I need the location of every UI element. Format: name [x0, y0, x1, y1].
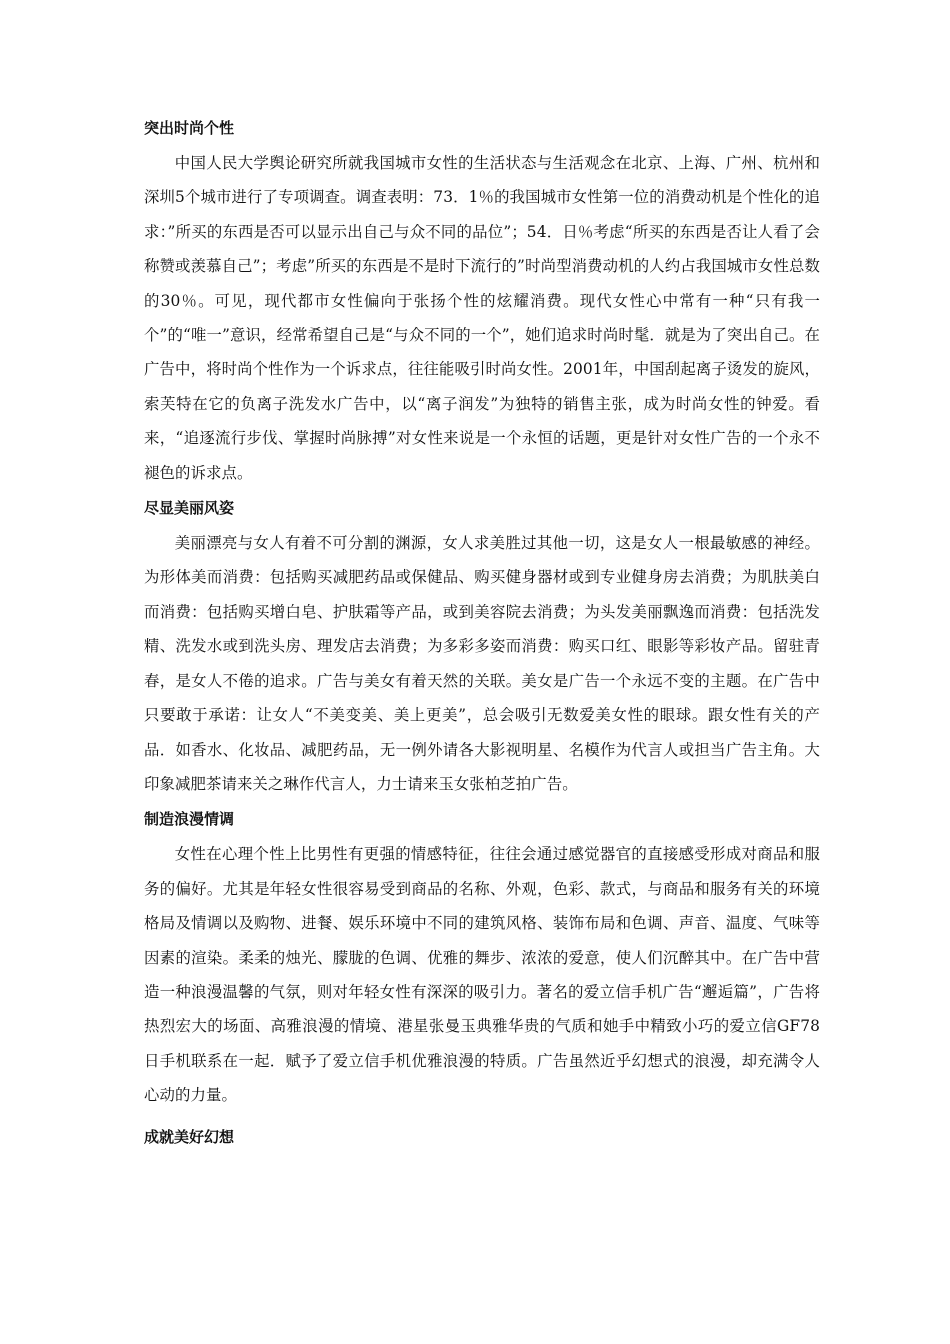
section-paragraph-romance: 女性在心理个性上比男性有更强的情感特征，往往会通过感觉器官的直接感受形成对商品和服务的偏好。尤其是年轻女性很容易受到商品的名称、外观，色彩、款式，与商品和服务有关的环境格局及情调以及购物、进餐、娱乐环境中不同的建筑风格、装饰布局和色调、声音、温度、气味等因素的渲染。柔柔的烛光、朦胧的色调、优雅的舞步、浓浓的爱意，使人们沉醉其中。在广告中营造一种浪漫温馨的气氛，则对年轻女性有深深的吸引力。著名的爱立信手机广告“邂逅篇”，广告将热烈宏大的场面、高雅浪漫的情境、港星张曼玉典雅华贵的气质和她手中精致小巧的爱立信GF78日手机联系在一起．赋予了爱立信手机优雅浪漫的特质。广告虽然近乎幻想式的浪漫，却充满令人心动的力量。 [144, 845, 820, 1105]
section-paragraph-fashion: 中国人民大学舆论研究所就我国城市女性的生活状态与生活观念在北京、上海、广州、杭州和深圳5个城市进行了专项调查。调查表明：73．1％的我国城市女性第一位的消费动机是个性化的追求：”所买的东西是否可以显示出自己与众不同的品位”；54．日％考虑“所买的东西是否让人看了会称赞或羡慕自己”；考虑”所买的东西是不是时下流行的”时尚型消费动机的人约占我国城市女性总数的30％。可见，现代都市女性偏向于张扬个性的炫耀消费。现代女性心中常有一种“只有我一个”的“唯一”意识，经常希望自己是“与众不同的一个”，她们追求时尚时髦．就是为了突出自己。在广告中，将时尚个性作为一个诉求点，往往能吸引时尚女性。2001年，中国刮起离子烫发的旋风，索芙特在它的负离子洗发水广告中，以“离子润发”为独特的销售主张，成为时尚女性的钟爱。看来，“追逐流行步伐、掌握时尚脉搏”对女性来说是一个永恒的话题，更是针对女性广告的一个永不褪色的诉求点。 [144, 154, 820, 482]
section-paragraph-beauty: 美丽漂亮与女人有着不可分割的渊源，女人求美胜过其他一切，这是女人一根最敏感的神经。为形体美而消费：包括购买减肥药品或保健品、购买健身器材或到专业健身房去消费；为肌肤美白而消费：包括购买增白皂、护肤霜等产品，或到美容院去消费；为头发美丽飘逸而消费：包括洗发精、洗发水或到洗头房、理发店去消费；为多彩多姿而消费：购买口红、眼影等彩妆产品。留驻青春，是女人不倦的追求。广告与美女有着天然的关联。美女是广告一个永远不变的主题。在广告中只要敢于承诺：让女人“不美变美、美上更美”，总会吸引无数爱美女性的眼球。跟女性有关的产品．如香水、化妆品、减肥药品，无一例外请各大影视明星、名模作为代言人或担当广告主角。大印象减肥茶请来关之琳作代言人，力士请来玉女张柏芝拍广告。 [144, 534, 820, 793]
section-heading-romance: 制造浪漫情调 [144, 810, 235, 829]
document-page [144, 110, 820, 1155]
section-heading-fantasy: 成就美好幻想 [144, 1127, 235, 1146]
section-heading-fashion: 突出时尚个性 [144, 119, 235, 137]
section-heading-beauty: 尽显美丽风姿 [144, 499, 235, 518]
